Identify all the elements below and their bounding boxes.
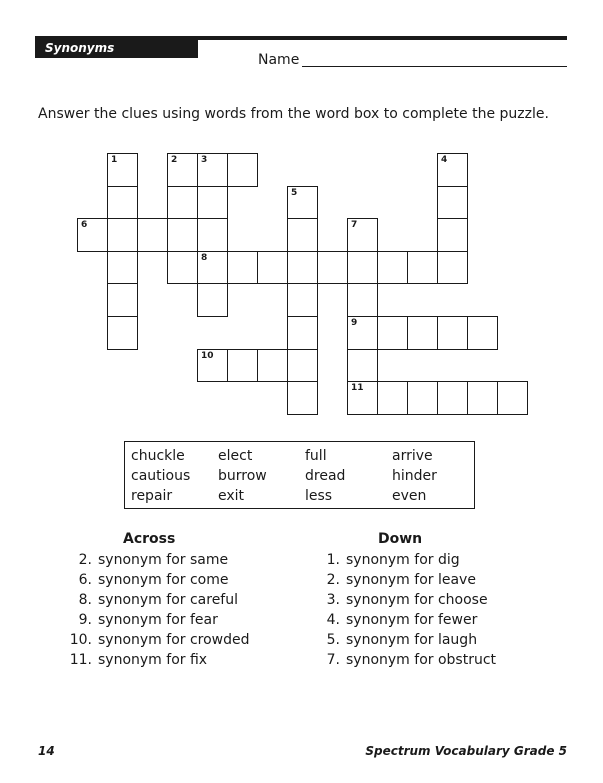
word-box-word: repair bbox=[131, 488, 173, 504]
word-box-word: arrive bbox=[392, 448, 433, 464]
across-clue bbox=[58, 572, 228, 588]
crossword-cell[interactable] bbox=[407, 251, 438, 285]
across-clue bbox=[58, 612, 218, 628]
word-box-word: elect bbox=[218, 448, 253, 464]
crossword-cell[interactable] bbox=[437, 316, 468, 350]
across-clue bbox=[58, 632, 250, 648]
clue-text: synonym for choose bbox=[346, 592, 488, 608]
clue-number: 4. bbox=[326, 612, 340, 628]
clue-text: synonym for fear bbox=[98, 612, 218, 628]
clue-number-label: 4 bbox=[441, 155, 448, 165]
name-field-line[interactable] bbox=[302, 66, 567, 67]
crossword-cell[interactable] bbox=[347, 283, 378, 317]
across-clue bbox=[58, 592, 238, 608]
crossword-cell[interactable] bbox=[287, 251, 318, 285]
crossword-cell[interactable] bbox=[257, 251, 288, 285]
crossword-cell[interactable] bbox=[197, 251, 228, 285]
crossword-cell[interactable] bbox=[347, 316, 378, 350]
word-box-word: hinder bbox=[392, 468, 437, 484]
crossword-cell[interactable] bbox=[437, 381, 468, 415]
crossword-cell[interactable] bbox=[347, 381, 378, 415]
crossword-cell[interactable] bbox=[467, 316, 498, 350]
down-clue bbox=[306, 572, 476, 588]
crossword-cell[interactable] bbox=[437, 218, 468, 252]
crossword-cell[interactable] bbox=[197, 186, 228, 220]
clue-number-label: 8 bbox=[201, 252, 208, 263]
clue-text: synonym for fewer bbox=[346, 612, 478, 628]
clue-text: synonym for obstruct bbox=[346, 652, 497, 668]
clue-text: synonym for same bbox=[98, 552, 229, 568]
across-heading: Across bbox=[123, 531, 176, 547]
clue-number: 10. bbox=[69, 632, 92, 648]
word-box bbox=[124, 441, 475, 509]
down-clue bbox=[306, 652, 496, 668]
book-title: Spectrum Vocabulary Grade 5 bbox=[365, 744, 567, 758]
word-box-word: full bbox=[305, 448, 327, 464]
clue-number: 2. bbox=[326, 572, 340, 588]
down-clue bbox=[306, 632, 477, 648]
crossword-cell[interactable] bbox=[377, 316, 408, 350]
clue-number-label: 10 bbox=[201, 350, 214, 361]
crossword-cell[interactable] bbox=[287, 381, 318, 415]
word-box-word: burrow bbox=[218, 468, 267, 484]
clue-text: synonym for crowded bbox=[98, 632, 250, 648]
clue-number: 5. bbox=[326, 632, 340, 648]
word-box-word: dread bbox=[305, 468, 346, 484]
crossword-cell[interactable] bbox=[347, 218, 378, 252]
crossword-cell[interactable] bbox=[227, 251, 258, 285]
crossword-cell[interactable] bbox=[257, 349, 288, 383]
clue-number-label: 6 bbox=[81, 220, 88, 231]
clue-number-label: 1 bbox=[111, 155, 118, 165]
crossword-cell[interactable] bbox=[437, 251, 468, 285]
crossword-cell[interactable] bbox=[167, 153, 198, 187]
clue-text: synonym for fix bbox=[98, 652, 208, 668]
clue-text: synonym for careful bbox=[98, 592, 238, 608]
crossword-cell[interactable] bbox=[107, 153, 138, 187]
word-box-word: cautious bbox=[131, 468, 191, 484]
clue-number-label: 2 bbox=[171, 155, 178, 165]
crossword-cell[interactable] bbox=[227, 153, 258, 187]
crossword-cell[interactable] bbox=[407, 316, 438, 350]
clue-number-label: 11 bbox=[351, 383, 364, 394]
crossword-cell[interactable] bbox=[287, 186, 318, 220]
crossword-cell[interactable] bbox=[437, 186, 468, 220]
crossword-cell[interactable] bbox=[347, 349, 378, 383]
clue-number: 9. bbox=[78, 612, 92, 628]
clue-number: 11. bbox=[69, 652, 92, 668]
crossword-cell[interactable] bbox=[347, 251, 378, 285]
clue-text: synonym for leave bbox=[346, 572, 476, 588]
clue-number: 8. bbox=[78, 592, 92, 608]
crossword-cell[interactable] bbox=[167, 218, 198, 252]
crossword-cell[interactable] bbox=[107, 218, 138, 252]
crossword-cell[interactable] bbox=[197, 283, 228, 317]
crossword-cell[interactable] bbox=[497, 381, 528, 415]
clue-number-label: 3 bbox=[201, 155, 208, 165]
crossword-cell[interactable] bbox=[437, 153, 468, 187]
clue-text: synonym for laugh bbox=[346, 632, 478, 648]
crossword-cell[interactable] bbox=[227, 349, 258, 383]
across-clue bbox=[58, 552, 228, 568]
word-box-word: less bbox=[305, 488, 333, 504]
word-box-word: chuckle bbox=[131, 448, 185, 464]
name-label: Name bbox=[258, 52, 300, 68]
page-number: 14 bbox=[38, 744, 55, 758]
crossword-cell[interactable] bbox=[107, 283, 138, 317]
crossword-cell[interactable] bbox=[407, 381, 438, 415]
crossword-cell[interactable] bbox=[167, 186, 198, 220]
word-box-word: exit bbox=[218, 488, 245, 504]
clue-number: 2. bbox=[78, 552, 92, 568]
across-clue bbox=[58, 652, 207, 668]
crossword-cell[interactable] bbox=[467, 381, 498, 415]
crossword-cell[interactable] bbox=[287, 218, 318, 252]
crossword-cell[interactable] bbox=[287, 349, 318, 383]
down-clue bbox=[306, 552, 460, 568]
crossword-cell[interactable] bbox=[317, 251, 348, 285]
instructions: Answer the clues using words from the word box to complete the puzzle. bbox=[38, 106, 549, 122]
down-heading: Down bbox=[378, 531, 423, 547]
crossword-cell[interactable] bbox=[107, 186, 138, 220]
clue-number: 1. bbox=[326, 552, 340, 568]
clue-number-label: 5 bbox=[291, 187, 298, 198]
crossword-cell[interactable] bbox=[107, 251, 138, 285]
clue-text: synonym for dig bbox=[346, 552, 460, 568]
crossword-cell[interactable] bbox=[77, 218, 108, 252]
clue-number: 6. bbox=[78, 572, 92, 588]
clue-number: 7. bbox=[326, 652, 340, 668]
clue-number: 3. bbox=[326, 592, 340, 608]
crossword-cell[interactable] bbox=[197, 349, 228, 383]
crossword-cell[interactable] bbox=[377, 251, 408, 285]
crossword-cell[interactable] bbox=[197, 218, 228, 252]
down-clue bbox=[306, 592, 488, 608]
word-box-word: even bbox=[392, 488, 427, 504]
crossword-cell[interactable] bbox=[137, 218, 168, 252]
section-title: Synonyms bbox=[35, 38, 198, 58]
clue-number-label: 7 bbox=[351, 220, 358, 231]
crossword-cell[interactable] bbox=[167, 251, 198, 285]
clue-text: synonym for come bbox=[98, 572, 229, 588]
crossword-cell[interactable] bbox=[197, 153, 228, 187]
clue-number-label: 9 bbox=[351, 318, 358, 328]
crossword-cell[interactable] bbox=[287, 316, 318, 350]
crossword-cell[interactable] bbox=[377, 381, 408, 415]
down-clue bbox=[306, 612, 477, 628]
crossword-cell[interactable] bbox=[287, 283, 318, 317]
crossword-cell[interactable] bbox=[107, 316, 138, 350]
